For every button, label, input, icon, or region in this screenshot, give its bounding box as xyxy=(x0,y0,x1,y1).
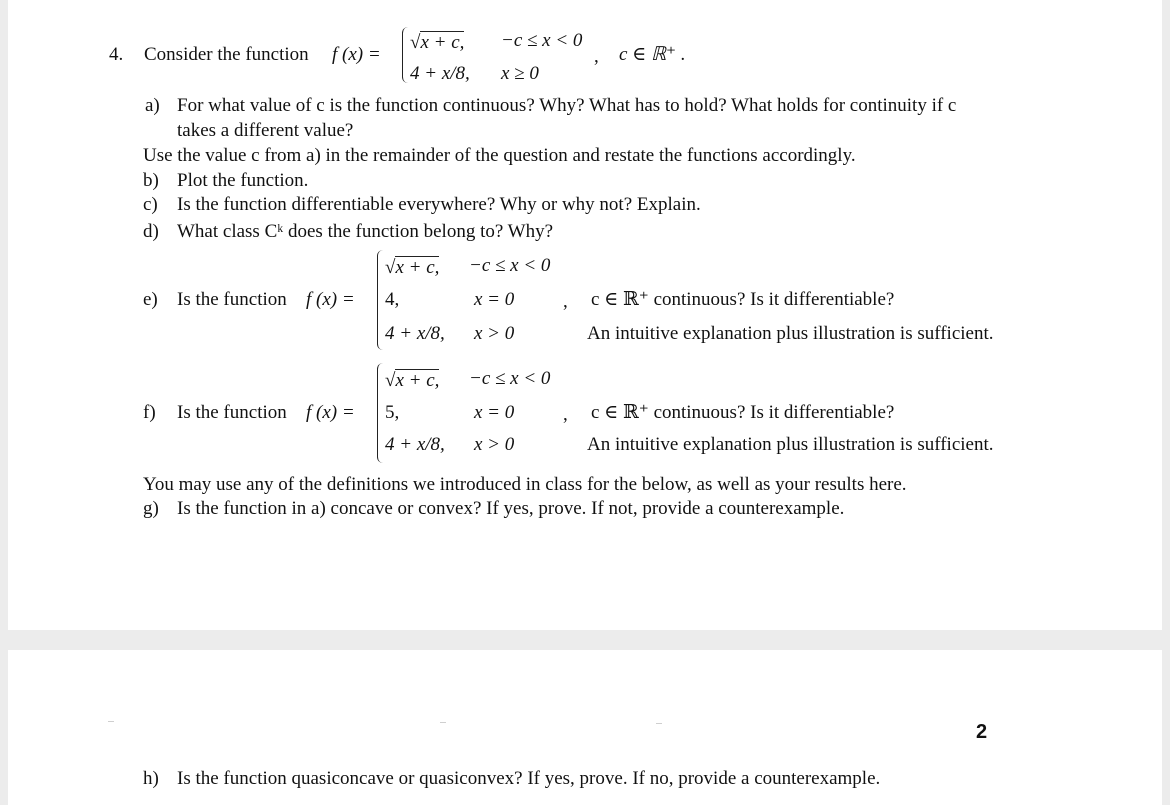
question-intro: Consider the function xyxy=(144,44,309,65)
part-e-question: c ∈ ℝ⁺ continuous? Is it differentiable? xyxy=(591,289,895,310)
part-f-row1-expression: √x + c, xyxy=(385,370,440,391)
comma: , xyxy=(594,46,599,67)
scan-speck xyxy=(440,722,446,723)
part-f-label: f) xyxy=(143,402,156,423)
part-e-row2-condition: x = 0 xyxy=(474,289,515,310)
domain-condition: c ∈ ℝ⁺ . xyxy=(619,44,686,65)
part-h-label: h) xyxy=(143,768,159,789)
part-b-text: Plot the function. xyxy=(177,170,309,191)
case1-expression: √x + c, xyxy=(410,32,465,53)
part-d-text: What class Cᵏ does the function belong to? Why? xyxy=(177,221,554,242)
part-c-text: Is the function differentiable everywhere? Why or why not? Explain. xyxy=(177,194,701,215)
part-d-label: d) xyxy=(143,221,159,242)
part-e-brace xyxy=(377,250,384,350)
part-f-brace xyxy=(377,363,384,463)
page-1 xyxy=(8,0,1162,630)
part-f-row2-condition: x = 0 xyxy=(474,402,515,423)
page-number: 2 xyxy=(976,721,988,743)
case1-condition: −c ≤ x < 0 xyxy=(501,30,583,51)
part-f-row3-condition: x > 0 xyxy=(474,434,515,455)
part-b-label: b) xyxy=(143,170,159,191)
part-e-row1-expression: √x + c, xyxy=(385,257,440,278)
page-2 xyxy=(8,650,1162,805)
part-e-row3-condition: x > 0 xyxy=(474,323,515,344)
part-f-note: An intuitive explanation plus illustration is sufficient. xyxy=(587,434,994,455)
use-value-instruction: Use the value c from a) in the remainder of the question and restate the functions accordingly. xyxy=(143,145,856,166)
part-e-row1-condition: −c ≤ x < 0 xyxy=(469,255,551,276)
scan-speck xyxy=(656,723,662,724)
part-e-function-name: f (x) = xyxy=(306,289,355,310)
part-f-row3-expression: 4 + x/8, xyxy=(385,434,445,455)
definitions-note: You may use any of the definitions we introduced in class for the below, as well as your results here. xyxy=(143,474,907,495)
part-g-text: Is the function in a) concave or convex? If yes, prove. If not, provide a counterexample. xyxy=(177,498,845,519)
part-a-line2: takes a different value? xyxy=(177,120,354,141)
part-a-line1: For what value of c is the function continuous? Why? What has to hold? What holds for continuity if c xyxy=(177,95,957,116)
part-h-text: Is the function quasiconcave or quasiconvex? If yes, prove. If no, provide a counterexample. xyxy=(177,768,881,789)
scan-speck xyxy=(108,721,114,722)
part-e-row2-expression: 4, xyxy=(385,289,400,310)
part-e-note: An intuitive explanation plus illustration is sufficient. xyxy=(587,323,994,344)
case2-expression: 4 + x/8, xyxy=(410,63,470,84)
part-a-label: a) xyxy=(145,95,160,116)
function-name: f (x) = xyxy=(332,44,381,65)
part-c-label: c) xyxy=(143,194,158,215)
part-e-comma: , xyxy=(563,291,568,312)
part-f-comma: , xyxy=(563,404,568,425)
part-f-lead: Is the function xyxy=(177,402,287,423)
part-g-label: g) xyxy=(143,498,159,519)
part-e-row3-expression: 4 + x/8, xyxy=(385,323,445,344)
part-f-question: c ∈ ℝ⁺ continuous? Is it differentiable? xyxy=(591,402,895,423)
part-e-lead: Is the function xyxy=(177,289,287,310)
part-e-label: e) xyxy=(143,289,158,310)
case2-condition: x ≥ 0 xyxy=(501,63,539,84)
part-f-row2-expression: 5, xyxy=(385,402,400,423)
part-f-row1-condition: −c ≤ x < 0 xyxy=(469,368,551,389)
part-f-function-name: f (x) = xyxy=(306,402,355,423)
piecewise-brace xyxy=(402,27,409,83)
question-number: 4. xyxy=(109,44,124,65)
